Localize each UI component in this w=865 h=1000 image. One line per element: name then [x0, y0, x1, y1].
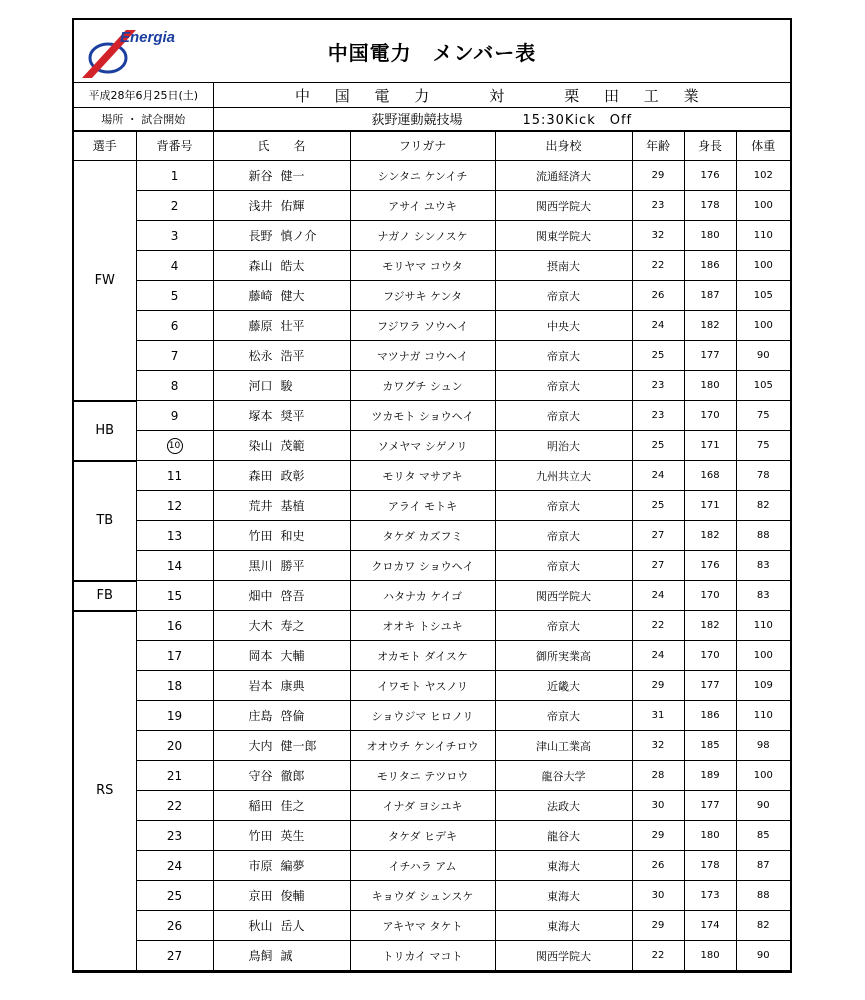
- player-school: 関西学院大: [495, 191, 632, 221]
- match-row: [74, 83, 790, 108]
- player-first-name: 健一: [280, 169, 305, 183]
- player-school: 関西学院大: [495, 941, 632, 971]
- player-weight: 100: [736, 641, 790, 671]
- player-row: [74, 551, 790, 581]
- jersey-number: 24: [136, 851, 213, 881]
- venue-row: [74, 108, 790, 131]
- player-age: 24: [632, 461, 684, 491]
- player-height: 176: [684, 161, 736, 191]
- captain-circled-number: 10: [167, 438, 183, 454]
- player-school: 東海大: [495, 911, 632, 941]
- player-school: 帝京大: [495, 401, 632, 431]
- col-number: 背番号: [136, 131, 213, 161]
- player-kana: トリカイ マコト: [350, 941, 495, 971]
- player-weight: 100: [736, 311, 790, 341]
- jersey-number: 25: [136, 881, 213, 911]
- player-age: 23: [632, 401, 684, 431]
- position-group-label: FW: [74, 161, 136, 401]
- player-row: [74, 941, 790, 971]
- player-age: 24: [632, 581, 684, 611]
- player-row: [74, 671, 790, 701]
- player-first-name: 皓太: [280, 259, 305, 273]
- player-height: 180: [684, 941, 736, 971]
- player-weight: 110: [736, 221, 790, 251]
- player-height: 189: [684, 761, 736, 791]
- player-kana: フジワラ ソウヘイ: [350, 311, 495, 341]
- player-kana: ツカモト ショウヘイ: [350, 401, 495, 431]
- player-last-name: 大内: [248, 739, 273, 753]
- player-row: [74, 881, 790, 911]
- player-weight: 82: [736, 911, 790, 941]
- position-group-label: RS: [74, 611, 136, 971]
- player-school: 関東学院大: [495, 221, 632, 251]
- player-age: 22: [632, 941, 684, 971]
- player-last-name: 岡本: [248, 649, 273, 663]
- player-row: [74, 821, 790, 851]
- jersey-number: 5: [136, 281, 213, 311]
- jersey-number: 21: [136, 761, 213, 791]
- player-age: 25: [632, 341, 684, 371]
- player-weight: 82: [736, 491, 790, 521]
- player-kana: シンタニ ケンイチ: [350, 161, 495, 191]
- player-height: 171: [684, 431, 736, 461]
- player-age: 30: [632, 881, 684, 911]
- player-age: 32: [632, 221, 684, 251]
- player-row: [74, 611, 790, 641]
- player-name: [213, 881, 350, 911]
- jersey-number: 18: [136, 671, 213, 701]
- player-row: [74, 851, 790, 881]
- player-kana: フジサキ ケンタ: [350, 281, 495, 311]
- player-height: 180: [684, 371, 736, 401]
- player-first-name: 勝平: [280, 559, 305, 573]
- player-name: [213, 611, 350, 641]
- col-age: 年齢: [632, 131, 684, 161]
- player-kana: イチハラ アム: [350, 851, 495, 881]
- player-age: 27: [632, 521, 684, 551]
- player-last-name: 藤崎: [248, 289, 273, 303]
- player-name: [213, 851, 350, 881]
- player-name: [213, 401, 350, 431]
- player-name: [213, 701, 350, 731]
- column-header-row: [74, 131, 790, 161]
- player-age: 29: [632, 671, 684, 701]
- player-school: 帝京大: [495, 521, 632, 551]
- jersey-number: 15: [136, 581, 213, 611]
- col-weight: 体重: [736, 131, 790, 161]
- player-row: [74, 371, 790, 401]
- player-name: [213, 161, 350, 191]
- player-height: 176: [684, 551, 736, 581]
- player-first-name: 浩平: [280, 349, 305, 363]
- player-last-name: 畑中: [248, 589, 273, 603]
- position-group-label: HB: [74, 401, 136, 461]
- jersey-number: 2: [136, 191, 213, 221]
- player-first-name: 寿之: [280, 619, 305, 633]
- jersey-number: 1: [136, 161, 213, 191]
- player-first-name: 政彰: [280, 469, 305, 483]
- player-last-name: 鳥飼: [248, 949, 273, 963]
- player-row: [74, 911, 790, 941]
- player-kana: クロカワ ショウヘイ: [350, 551, 495, 581]
- player-name: [213, 341, 350, 371]
- player-last-name: 新谷: [248, 169, 273, 183]
- jersey-number: 7: [136, 341, 213, 371]
- player-name: [213, 641, 350, 671]
- player-weight: 102: [736, 161, 790, 191]
- player-age: 24: [632, 311, 684, 341]
- player-row: [74, 641, 790, 671]
- player-age: 30: [632, 791, 684, 821]
- player-name: [213, 251, 350, 281]
- player-weight: 105: [736, 371, 790, 401]
- position-group-label: FB: [74, 581, 136, 611]
- player-last-name: 庄島: [248, 709, 273, 723]
- player-weight: 78: [736, 461, 790, 491]
- player-last-name: 岩本: [248, 679, 273, 693]
- page-title: 中国電力 メンバー表: [327, 40, 537, 65]
- player-kana: ナガノ シンノスケ: [350, 221, 495, 251]
- player-row: [74, 191, 790, 221]
- player-weight: 100: [736, 191, 790, 221]
- player-school: 流通経済大: [495, 161, 632, 191]
- player-first-name: 佑輝: [280, 199, 305, 213]
- jersey-number: 6: [136, 311, 213, 341]
- player-last-name: 森山: [248, 259, 273, 273]
- player-age: 31: [632, 701, 684, 731]
- player-name: [213, 221, 350, 251]
- player-school: 帝京大: [495, 491, 632, 521]
- player-row: [74, 731, 790, 761]
- player-name: [213, 371, 350, 401]
- player-height: 180: [684, 821, 736, 851]
- player-height: 186: [684, 701, 736, 731]
- player-name: [213, 581, 350, 611]
- player-first-name: 啓倫: [280, 709, 305, 723]
- player-kana: イワモト ヤスノリ: [350, 671, 495, 701]
- player-weight: 85: [736, 821, 790, 851]
- player-name: [213, 311, 350, 341]
- player-height: 171: [684, 491, 736, 521]
- player-weight: 100: [736, 761, 790, 791]
- player-school: 東海大: [495, 851, 632, 881]
- jersey-number: 8: [136, 371, 213, 401]
- player-weight: 110: [736, 611, 790, 641]
- player-first-name: 和史: [280, 529, 305, 543]
- player-row: [74, 311, 790, 341]
- player-school: 近畿大: [495, 671, 632, 701]
- player-height: 170: [684, 401, 736, 431]
- player-row: [74, 521, 790, 551]
- player-age: 28: [632, 761, 684, 791]
- player-row: [74, 341, 790, 371]
- player-row: [74, 281, 790, 311]
- player-last-name: 長野: [248, 229, 273, 243]
- player-row: [74, 791, 790, 821]
- jersey-number: 23: [136, 821, 213, 851]
- player-row: [74, 581, 790, 611]
- player-height: 177: [684, 791, 736, 821]
- player-first-name: 健大: [280, 289, 305, 303]
- player-height: 182: [684, 311, 736, 341]
- player-age: 32: [632, 731, 684, 761]
- player-height: 177: [684, 341, 736, 371]
- player-name: [213, 191, 350, 221]
- player-row: [74, 461, 790, 491]
- player-kana: モリタニ テツロウ: [350, 761, 495, 791]
- player-kana: モリタ マサアキ: [350, 461, 495, 491]
- player-last-name: 守谷: [248, 769, 273, 783]
- player-first-name: 壮平: [280, 319, 305, 333]
- player-weight: 100: [736, 251, 790, 281]
- player-age: 22: [632, 251, 684, 281]
- player-school: 帝京大: [495, 341, 632, 371]
- player-age: 27: [632, 551, 684, 581]
- player-name: [213, 941, 350, 971]
- player-weight: 98: [736, 731, 790, 761]
- jersey-number: 4: [136, 251, 213, 281]
- player-last-name: 森田: [248, 469, 273, 483]
- player-first-name: 岳人: [280, 919, 305, 933]
- player-school: 帝京大: [495, 281, 632, 311]
- player-weight: 88: [736, 521, 790, 551]
- player-school: 津山工業高: [495, 731, 632, 761]
- col-position: 選手: [74, 131, 136, 161]
- player-height: 186: [684, 251, 736, 281]
- player-school: 明治大: [495, 431, 632, 461]
- player-height: 178: [684, 851, 736, 881]
- player-name: [213, 671, 350, 701]
- player-first-name: 佳之: [280, 799, 305, 813]
- player-weight: 88: [736, 881, 790, 911]
- jersey-number: 27: [136, 941, 213, 971]
- player-height: 178: [684, 191, 736, 221]
- player-name: [213, 821, 350, 851]
- player-school: 帝京大: [495, 611, 632, 641]
- player-name: [213, 791, 350, 821]
- player-school: 東海大: [495, 881, 632, 911]
- player-row: [74, 251, 790, 281]
- jersey-number: 12: [136, 491, 213, 521]
- player-weight: 90: [736, 941, 790, 971]
- venue-name: 荻野運動競技場: [371, 113, 463, 129]
- player-school: 中央大: [495, 311, 632, 341]
- player-first-name: 基植: [280, 499, 305, 513]
- player-last-name: 京田: [248, 889, 273, 903]
- player-school: 帝京大: [495, 551, 632, 581]
- player-age: 29: [632, 911, 684, 941]
- col-name: 氏 名: [213, 131, 350, 161]
- player-last-name: 黒川: [248, 559, 273, 573]
- player-age: 23: [632, 371, 684, 401]
- player-row: [74, 221, 790, 251]
- player-kana: イナダ ヨシユキ: [350, 791, 495, 821]
- player-school: 九州共立大: [495, 461, 632, 491]
- player-school: 龍谷大学: [495, 761, 632, 791]
- player-name: [213, 551, 350, 581]
- player-first-name: 誠: [280, 949, 293, 963]
- jersey-number: 17: [136, 641, 213, 671]
- col-height: 身長: [684, 131, 736, 161]
- player-name: [213, 731, 350, 761]
- player-last-name: 染山: [248, 439, 273, 453]
- player-school: 法政大: [495, 791, 632, 821]
- player-weight: 105: [736, 281, 790, 311]
- player-weight: 83: [736, 581, 790, 611]
- venue-value: [213, 108, 790, 131]
- player-kana: カワグチ シュン: [350, 371, 495, 401]
- match-date: 平成28年6月25日(土): [74, 83, 213, 108]
- player-height: 174: [684, 911, 736, 941]
- player-weight: 90: [736, 791, 790, 821]
- player-weight: 110: [736, 701, 790, 731]
- player-age: 25: [632, 491, 684, 521]
- player-height: 187: [684, 281, 736, 311]
- player-age: 29: [632, 821, 684, 851]
- player-row: [74, 401, 790, 431]
- player-row: [74, 761, 790, 791]
- member-sheet: [72, 18, 792, 973]
- jersey-number: 19: [136, 701, 213, 731]
- player-weight: 109: [736, 671, 790, 701]
- jersey-number: 22: [136, 791, 213, 821]
- player-age: 23: [632, 191, 684, 221]
- player-kana: マツナガ コウヘイ: [350, 341, 495, 371]
- player-height: 182: [684, 611, 736, 641]
- jersey-number: 16: [136, 611, 213, 641]
- player-first-name: 茂範: [280, 439, 305, 453]
- player-height: 173: [684, 881, 736, 911]
- player-first-name: 徹郎: [280, 769, 305, 783]
- player-kana: アライ モトキ: [350, 491, 495, 521]
- jersey-number: 13: [136, 521, 213, 551]
- player-last-name: 松永: [248, 349, 273, 363]
- player-name: [213, 761, 350, 791]
- player-name: [213, 431, 350, 461]
- jersey-number: 20: [136, 731, 213, 761]
- player-first-name: 英生: [280, 829, 305, 843]
- player-last-name: 竹田: [248, 829, 273, 843]
- player-name: [213, 521, 350, 551]
- player-row: [74, 491, 790, 521]
- jersey-number: 3: [136, 221, 213, 251]
- player-height: 168: [684, 461, 736, 491]
- player-age: 22: [632, 611, 684, 641]
- player-height: 177: [684, 671, 736, 701]
- player-kana: アキヤマ タケト: [350, 911, 495, 941]
- jersey-number: 11: [136, 461, 213, 491]
- player-first-name: 編夢: [280, 859, 305, 873]
- player-last-name: 藤原: [248, 319, 273, 333]
- player-kana: ハタナカ ケイゴ: [350, 581, 495, 611]
- jersey-number: 9: [136, 401, 213, 431]
- player-name: [213, 281, 350, 311]
- player-school: 龍谷大: [495, 821, 632, 851]
- player-kana: オオキ トシユキ: [350, 611, 495, 641]
- player-row: [74, 431, 790, 461]
- player-rows: [74, 161, 790, 971]
- player-kana: ショウジマ ヒロノリ: [350, 701, 495, 731]
- player-last-name: 河口: [248, 379, 273, 393]
- player-last-name: 荒井: [248, 499, 273, 513]
- player-height: 185: [684, 731, 736, 761]
- player-last-name: 塚本: [248, 409, 273, 423]
- player-kana: モリヤマ コウタ: [350, 251, 495, 281]
- player-school: 摂南大: [495, 251, 632, 281]
- player-last-name: 竹田: [248, 529, 273, 543]
- venue-label: 場所 ・ 試合開始: [74, 108, 213, 131]
- player-name: [213, 911, 350, 941]
- col-school: 出身校: [495, 131, 632, 161]
- sheet-header: [74, 20, 790, 83]
- player-kana: タケダ カズフミ: [350, 521, 495, 551]
- player-kana: オカモト ダイスケ: [350, 641, 495, 671]
- player-first-name: 俊輔: [280, 889, 305, 903]
- position-group-label: TB: [74, 461, 136, 581]
- player-age: 24: [632, 641, 684, 671]
- player-kana: キョウダ シュンスケ: [350, 881, 495, 911]
- player-first-name: 奨平: [280, 409, 305, 423]
- player-age: 29: [632, 161, 684, 191]
- player-school: 御所実業高: [495, 641, 632, 671]
- player-weight: 75: [736, 401, 790, 431]
- col-kana: フリガナ: [350, 131, 495, 161]
- match-title: 中 国 電 力 対 栗 田 工 業: [213, 83, 790, 108]
- player-weight: 87: [736, 851, 790, 881]
- player-weight: 90: [736, 341, 790, 371]
- player-first-name: 康典: [280, 679, 305, 693]
- player-weight: 83: [736, 551, 790, 581]
- player-kana: ソメヤマ シゲノリ: [350, 431, 495, 461]
- player-kana: タケダ ヒデキ: [350, 821, 495, 851]
- player-last-name: 稲田: [248, 799, 273, 813]
- player-name: [213, 491, 350, 521]
- player-kana: アサイ ユウキ: [350, 191, 495, 221]
- player-first-name: 慎ノ介: [280, 229, 317, 243]
- jersey-number: 14: [136, 551, 213, 581]
- member-table: [74, 82, 790, 972]
- player-age: 26: [632, 851, 684, 881]
- player-first-name: 大輔: [280, 649, 305, 663]
- player-age: 26: [632, 281, 684, 311]
- jersey-number: [136, 431, 213, 461]
- player-last-name: 秋山: [248, 919, 273, 933]
- player-first-name: 啓吾: [280, 589, 305, 603]
- player-first-name: 健一郎: [280, 739, 317, 753]
- player-school: 関西学院大: [495, 581, 632, 611]
- player-name: [213, 461, 350, 491]
- player-height: 182: [684, 521, 736, 551]
- player-weight: 75: [736, 431, 790, 461]
- player-row: [74, 161, 790, 191]
- player-first-name: 駿: [280, 379, 293, 393]
- kickoff-time: 15:30Kick Off: [522, 113, 633, 129]
- player-age: 25: [632, 431, 684, 461]
- player-height: 170: [684, 641, 736, 671]
- player-school: 帝京大: [495, 371, 632, 401]
- player-kana: オオウチ ケンイチロウ: [350, 731, 495, 761]
- logo-text: Energia: [120, 29, 176, 46]
- player-last-name: 大木: [248, 619, 273, 633]
- player-last-name: 市原: [248, 859, 273, 873]
- jersey-number: 26: [136, 911, 213, 941]
- player-row: [74, 701, 790, 731]
- player-last-name: 浅井: [248, 199, 273, 213]
- player-height: 170: [684, 581, 736, 611]
- player-height: 180: [684, 221, 736, 251]
- player-school: 帝京大: [495, 701, 632, 731]
